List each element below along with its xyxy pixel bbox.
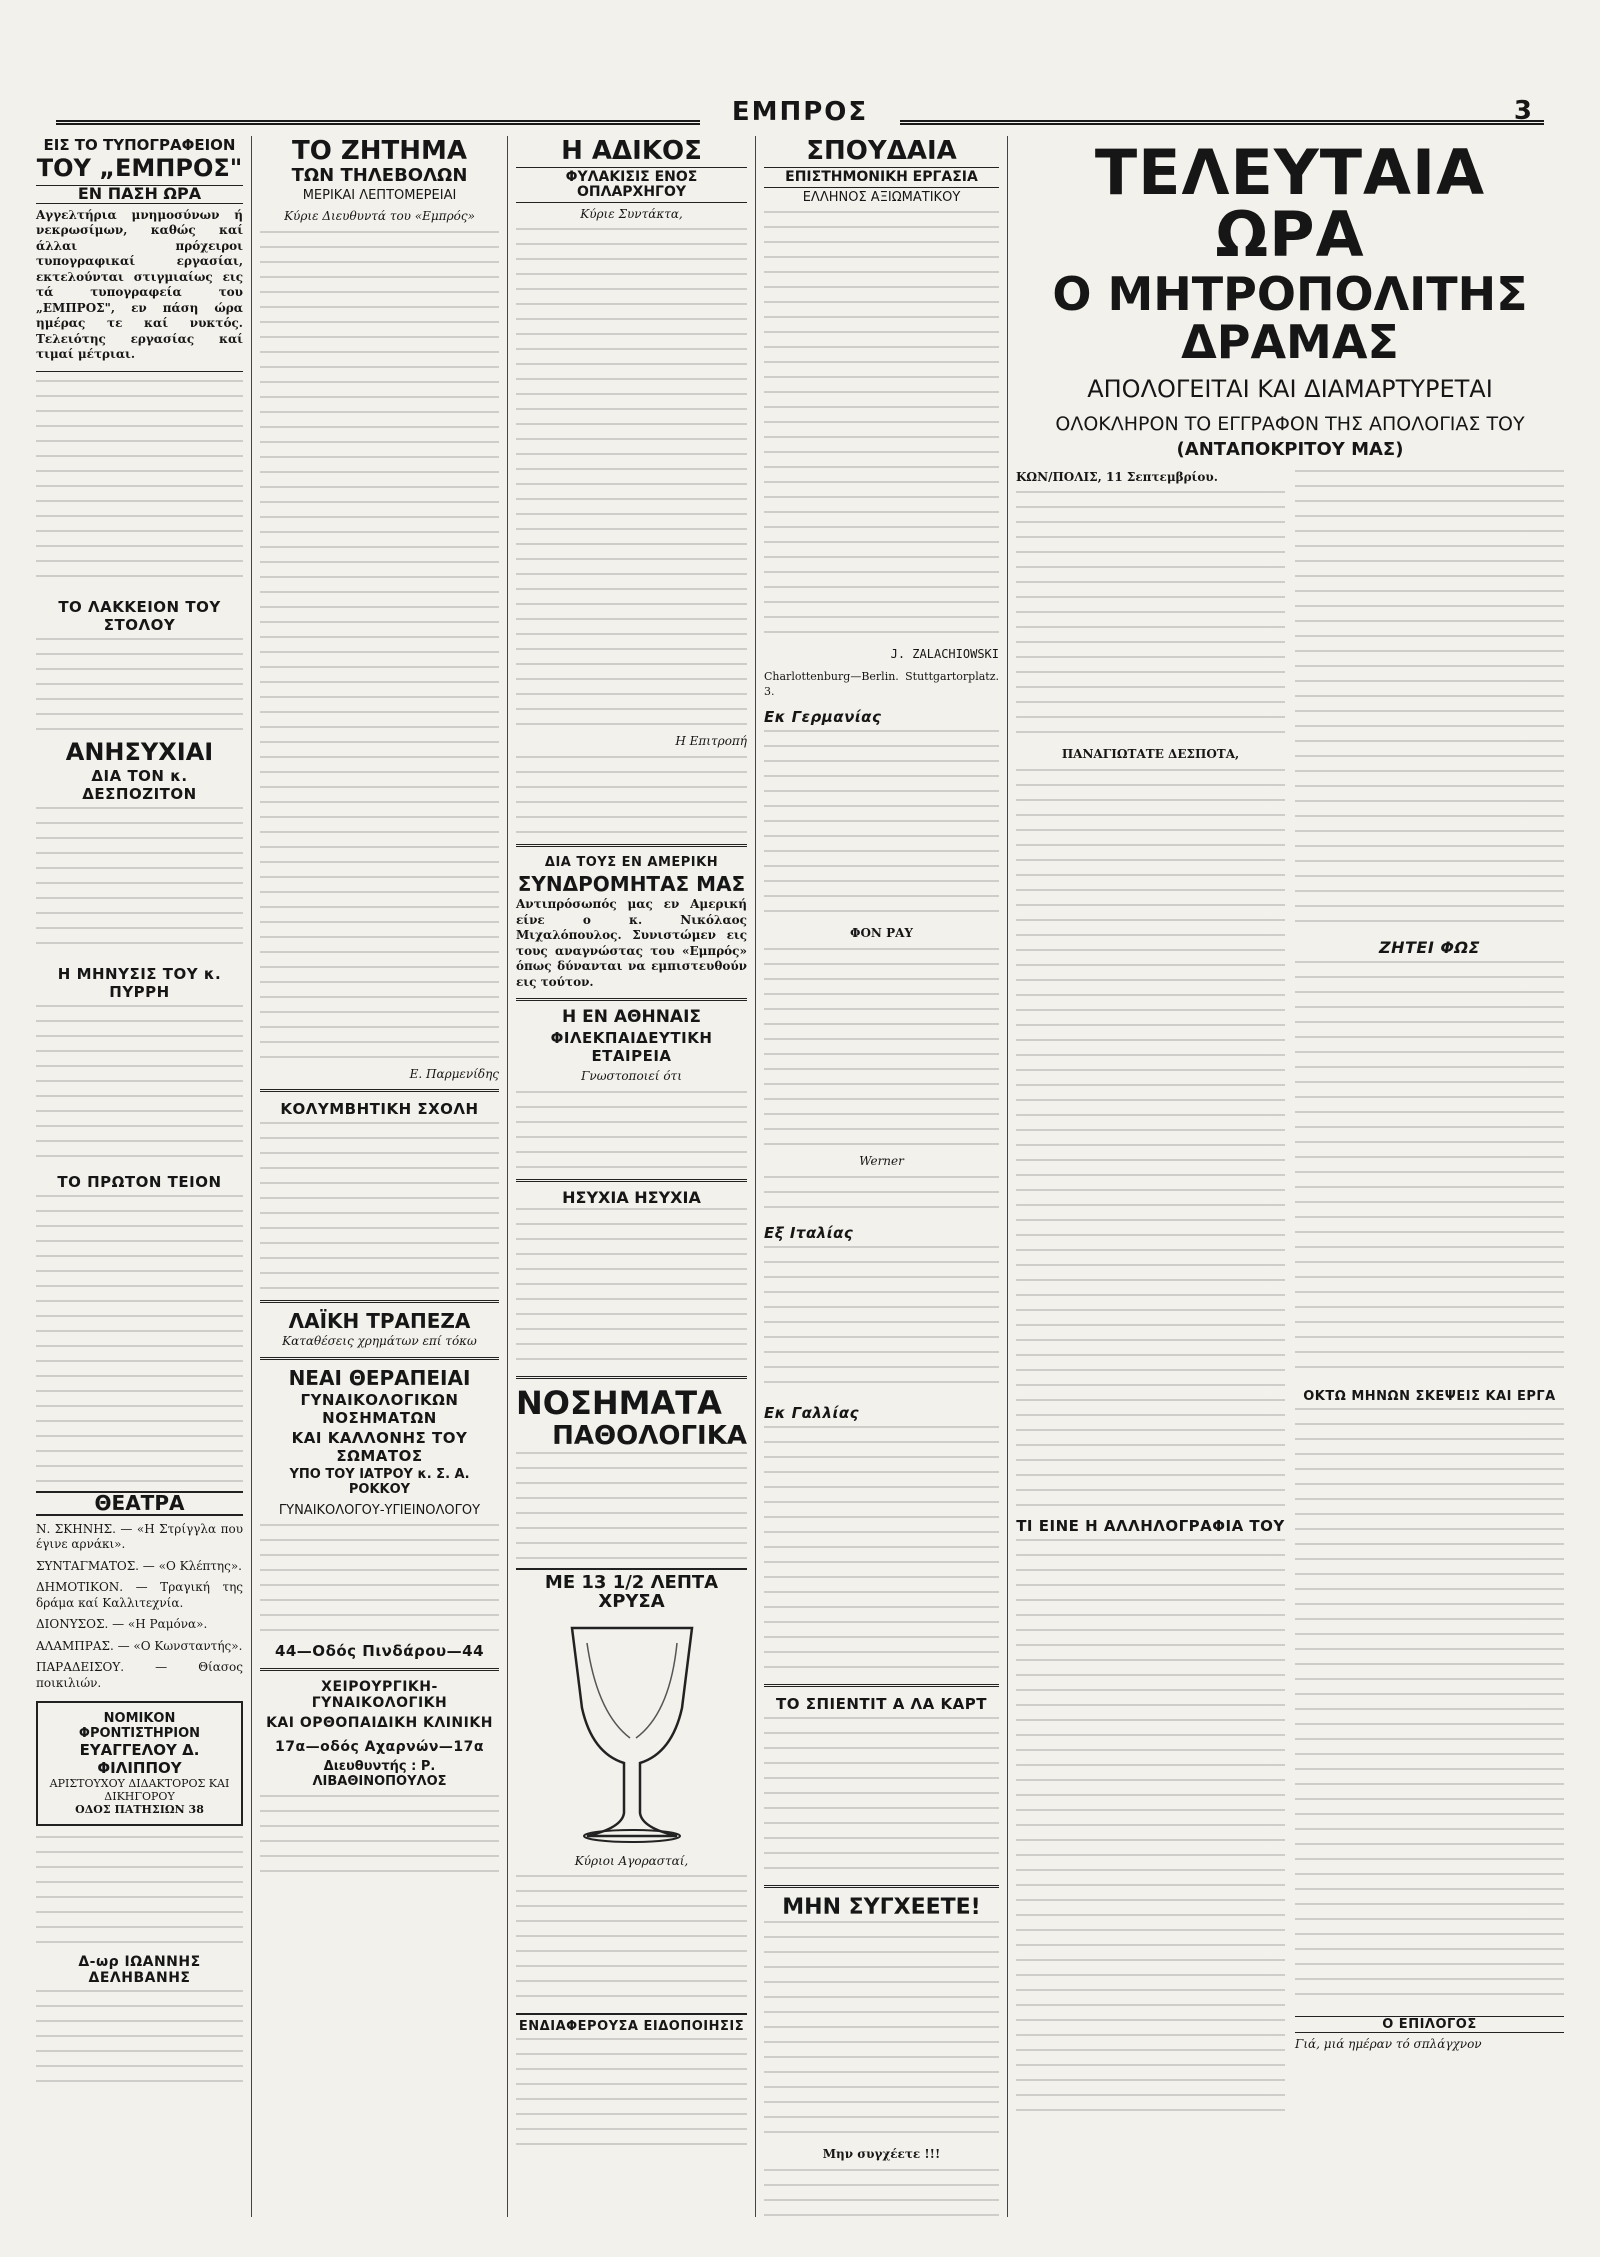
article-text-block <box>516 1091 747 1171</box>
article-text-block <box>36 807 243 957</box>
article-text-block <box>1016 769 1285 1509</box>
wine-glass-icon <box>552 1618 712 1848</box>
ad-text: Αγγελτήρια μνημοσύνων ή νεκρωσίμων, καθώς καί άλλαι πρόχειροι τυπογραφικαί εργασίαι, εκτελούνται στιγμιαίως εις τά τυπογραφεία του „ΕΜΠΡΟΣ", εν πάση ώρα ημέρας τε καί νυκτός. Τελειότης εργασίας καί τιμαί μέτριαι. <box>36 207 243 362</box>
divider <box>516 1179 747 1182</box>
clinic-ad-address: 44—Οδός Πινδάρου—44 <box>274 1642 485 1661</box>
article-headline: ΔΙΑ ΤΟΥΣ ΕΝ ΑΜΕΡΙΚΗ <box>544 855 719 871</box>
lead-article-col-left <box>1016 470 1285 2125</box>
theatre-item: ΔΙΟΝΥΣΟΣ. — «Η Ραμόνα». <box>36 1617 208 1632</box>
article-text-block <box>36 638 243 734</box>
page-number: 3 <box>1513 96 1532 126</box>
ad-head-1: ΕΙΣ ΤΟ ΤΥΠΟΓΡΑΦΕΙΟΝ <box>43 136 236 154</box>
letter-greeting: Κύριε Συντάκτα, <box>580 206 683 221</box>
divider <box>764 1885 999 1888</box>
ad-head-2: ΤΟΥ „ΕΜΠΡΟΣ" <box>36 153 243 182</box>
clinic-headline: ΧΕΙΡΟΥΡΓΙΚΗ-ΓΥΝΑΙΚΟΛΟΓΙΚΗ <box>311 1679 448 1712</box>
letter-greeting: Κύριε Διευθυντά του «Εμπρός» <box>284 209 475 224</box>
article-text-block <box>260 1524 499 1634</box>
article-text-block <box>764 1426 999 1676</box>
article-text-block <box>516 2038 747 2158</box>
section-headline: Εξ Ιταλίας <box>764 1223 854 1242</box>
lead-headline: ΤΕΛΕΥΤΑΙΑ ΩΡΑ <box>1094 136 1486 271</box>
clinic-director: Διευθυντής : Ρ. ΛΙΒΑΘΙΝΟΠΟΥΛΟΣ <box>312 1759 447 1790</box>
article-headline: Η ΜΗΝΥΣΙΣ ΤΟΥ κ. ΠΥΡΡΗ <box>57 964 222 1001</box>
signature: J. ZALACHIOWSKI <box>890 646 999 661</box>
theatre-item: Ν. ΣΚΗΝΗΣ. — «Η Στρίγγλα που έγινε αρνάκι». <box>36 1521 243 1552</box>
masthead-title: ΕΜΠΡΟΣ <box>700 96 900 128</box>
clinic-ad-doctor: ΥΠΟ ΤΟΥ ΙΑΤΡΟΥ κ. Σ. Α. ΡΟΚΚΟΥ <box>289 1467 470 1498</box>
section-headline: Εκ Γερμανίας <box>764 707 882 726</box>
article-text-block <box>1295 1408 1564 2008</box>
article-headline: ΤΟ ΛΑΚΚΕΙΟΝ ΤΟΥ ΣΤΟΛΟΥ <box>58 597 221 634</box>
signature: Werner <box>859 1153 904 1168</box>
masthead <box>28 0 1572 128</box>
article-text-block <box>516 228 747 728</box>
article-headline: Η ΕΝ ΑΘΗΝΑΙΣ <box>561 1007 702 1028</box>
article-text-block <box>36 1005 243 1165</box>
notice-text: Αντιπρόσωπός μας εν Αμερική είνε ο κ. Νικόλαος Μιχαλόπουλος. Συνιστώμεν εις τους αναγνώστας του «Εμπρός» όπως δύνανται να εμπιστευθούν εις τούτον. <box>516 897 747 989</box>
article-headline: ΦΙΛΕΚΠΑΙΔΕΥΤΙΚΗ ΕΤΑΙΡΕΙΑ <box>550 1029 713 1066</box>
lead-article-col-right <box>1295 470 1564 2125</box>
ad-head-3: ΕΝ ΠΑΣΗ ΩΡΑ <box>36 185 243 204</box>
price-headline: ΜΕ 13 1/2 ΛΕΠΤΑ ΧΡΥΣΑ <box>516 1568 747 1612</box>
divider <box>516 1376 747 1379</box>
article-subheadline: Γνωστοποιεί ότι <box>581 1069 682 1084</box>
article-text-block <box>516 1208 747 1368</box>
law-ad-line: ΝΟΜΙΚΟΝ ΦΡΟΝΤΙΣΤΗΡΙΟΝ <box>78 1711 201 1742</box>
article-headline: ΣΥΝΔΡΟΜΗΤΑΣ ΜΑΣ <box>517 872 746 897</box>
article-text-block <box>1295 961 1564 1381</box>
letter-greeting: Κύριοι Αγορασταί, <box>574 1853 689 1868</box>
section-headline: ΖΗΤΕΙ ΦΩΣ <box>1379 937 1480 957</box>
law-ad-box <box>36 1701 243 1826</box>
divider <box>516 844 747 847</box>
doctor-name: Δ-ωρ ΙΩΑΝΝΗΣ ΔΕΛΗΒΑΝΗΣ <box>78 1954 201 1987</box>
law-ad-line: ΑΡΙΣΤΟΥΧΟΥ ΔΙΔΑΚΤΟΡΟΣ ΚΑΙ ΔΙΚΗΓΟΡΟΥ <box>49 1777 230 1804</box>
article-headline: ΗΣΥΧΙΑ ΗΣΥΧΙΑ <box>562 1187 701 1207</box>
theatre-item: ΣΥΝΤΑΓΜΑΤΟΣ. — «Ο Κλέπτης». <box>36 1558 242 1573</box>
bank-ad-text: Καταθέσεις χρημάτων επί τόκω <box>282 1333 477 1348</box>
divider <box>764 1684 999 1687</box>
signature-address: Charlottenburg—Berlin. Stuttgartorplatz. 3. <box>764 669 999 699</box>
columns <box>28 136 1572 2217</box>
article-text-block <box>260 1122 499 1292</box>
article-headline: ΜΗΝ ΣΥΓΧΕΕΤΕ! <box>782 1894 981 1920</box>
article-headline: ΤΟ ΠΡΩΤΟΝ ΤΕΙΟΝ <box>57 1172 222 1191</box>
article-headline: ΕΠΙΣΤΗΜΟΝΙΚΗ ΕΡΓΑΣΙΑ <box>764 167 999 188</box>
column-2 <box>252 136 508 2217</box>
theatre-item: ΠΑΡΑΔΕΙΣΟΥ. — Θίασος ποικιλιών. <box>36 1660 243 1690</box>
section-headline: ΤΙ ΕΙΝΕ Η ΑΛΛΗΛΟΓΡΑΦΙΑ ΤΟΥ <box>1016 1516 1285 1535</box>
article-text-block <box>516 756 747 836</box>
section-headline: Εκ Γαλλίας <box>764 1403 860 1422</box>
article-text-block <box>764 730 999 920</box>
divider <box>260 1300 499 1303</box>
article-headline: ΑΝΗΣΥΧΙΑΙ <box>65 737 214 766</box>
article-text-block <box>764 948 999 1148</box>
article-text-block <box>1016 1539 1285 2119</box>
divider <box>260 1668 499 1671</box>
lead-subheadline: ΟΛΟΚΛΗΡΟΝ ΤΟ ΕΓΓΡΑΦΟΝ ΤΗΣ ΑΠΟΛΟΓΙΑΣ ΤΟΥ <box>1055 412 1525 435</box>
clinic-ad-headline: ΓΥΝΑΙΚΟΛΟΓΙΚΩΝ ΝΟΣΗΜΑΤΩΝ <box>300 1391 459 1428</box>
clinic-ad-headline: ΝΕΑΙ ΘΕΡΑΠΕΙΑΙ <box>288 1366 471 1391</box>
divider <box>260 1357 499 1360</box>
column-4 <box>756 136 1008 2217</box>
article-text-block <box>36 1195 243 1485</box>
article-subheadline: ΔΙΑ ΤΟΝ κ. ΔΕΣΠΟΖΙΤΟΝ <box>82 766 197 803</box>
section-headline: Ο ΕΠΙΛΟΓΟΣ <box>1295 2016 1564 2033</box>
article-subheadline: ΕΛΛΗΝΟΣ ΑΞΙΩΜΑΤΙΚΟΥ <box>802 189 961 205</box>
clinic-ad-title: ΓΥΝΑΙΚΟΛΟΓΟΥ-ΥΓΙΕΙΝΟΛΟΓΟΥ <box>278 1503 481 1519</box>
article-headline: ΤΩΝ ΤΗΛΕΒΟΛΩΝ <box>291 165 468 187</box>
divider <box>36 371 243 372</box>
clinic-headline: ΚΑΙ ΟΡΘΟΠΑΙΔΙΚΗ ΚΛΙΝΙΚΗ <box>266 1715 493 1732</box>
bank-ad-headline: ΛΑΪΚΗ ΤΡΑΠΕΖΑ <box>288 1308 471 1333</box>
article-text-block <box>36 1836 243 1946</box>
notice-text: Μην συγχέετε !!! <box>822 2147 941 2162</box>
article-subheadline: ΜΕΡΙΚΑΙ ΛΕΠΤΟΜΕΡΕΙΑΙ <box>302 188 457 204</box>
dateline: ΚΩΝ/ΠΟΛΙΣ, 11 Σεπτεμβρίου. <box>1016 469 1218 484</box>
article-text-block <box>260 1795 499 1885</box>
article-text-block <box>764 211 999 641</box>
article-text-block <box>764 1921 999 2141</box>
article-headline: ΦΥΛΑΚΙΣΙΣ ΕΝΟΣ ΟΠΛΑΡΧΗΓΟΥ <box>516 167 747 202</box>
theatre-item: ΑΛΑΜΠΡΑΣ. — «Ο Κωνσταντής». <box>36 1638 243 1653</box>
clinic-address: 17α—οδός Αχαρνών—17α <box>275 1739 484 1756</box>
column-3 <box>508 136 756 2217</box>
law-ad-name: ΕΥΑΓΓΕΛΟΥ Δ. ΦΙΛΙΠΠΟΥ <box>79 1741 200 1778</box>
column-5 <box>1008 136 1572 2217</box>
article-headline: Η ΑΔΙΚΟΣ <box>561 136 702 166</box>
article-text-block <box>36 380 243 590</box>
article-text-block <box>36 1990 243 2090</box>
article-headline: ΤΟ ΣΠΙΕΝΤΙΤ Α ΛΑ ΚΑΡΤ <box>776 1694 987 1713</box>
article-text-block <box>764 2169 999 2217</box>
article-text-block <box>764 1246 999 1396</box>
ad-headline: ΝΟΣΗΜΑΤΑ <box>516 1384 722 1423</box>
article-text-block <box>764 1717 999 1877</box>
article-headline: ΚΟΛΥΜΒΗΤΙΚΗ ΣΧΟΛΗ <box>280 1099 479 1118</box>
article-text-block <box>516 1875 747 2005</box>
clinic-ad-headline: ΚΑΙ ΚΑΛΛΟΝΗΣ ΤΟΥ ΣΩΜΑΤΟΣ <box>291 1429 468 1466</box>
letter-greeting: ΠΑΝΑΓΙΩΤΑΤΕ ΔΕΣΠΟΤΑ, <box>1061 747 1240 762</box>
article-text-block <box>516 1452 747 1562</box>
column-1 <box>28 136 252 2217</box>
lead-subheadline: ΑΠΟΛΟΓΕΙΤΑΙ ΚΑΙ ΔΙΑΜΑΡΤΥΡΕΤΑΙ <box>1087 374 1493 403</box>
closing-text: Γιά, μιά ημέραν τό σπλάγχνον <box>1295 2036 1482 2051</box>
section-headline: ΟΚΤΩ ΜΗΝΩΝ ΣΚΕΨΕΙΣ ΚΑΙ ΕΡΓΑ <box>1303 1388 1556 1404</box>
signature: ΦΟΝ ΡΑΥ <box>850 925 913 940</box>
theatres-headline: ΘΕΑΤΡΑ <box>36 1491 243 1516</box>
article-text-block <box>764 1176 999 1216</box>
signature: Ε. Παρμενίδης <box>409 1066 499 1081</box>
law-ad-address: ΟΔΟΣ ΠΑΤΗΣΙΩΝ 38 <box>75 1803 204 1817</box>
signature: Η Επιτροπή <box>675 734 747 749</box>
divider <box>516 998 747 1001</box>
divider <box>260 1089 499 1092</box>
lead-headline: Ο ΜΗΤΡΟΠΟΛΙΤΗΣ ΔΡΑΜΑΣ <box>1052 267 1528 370</box>
article-text-block <box>1295 470 1564 930</box>
article-text-block <box>260 231 499 1061</box>
notice-headline: ΕΝΔΙΑΦΕΡΟΥΣΑ ΕΙΔΟΠΟΙΗΣΙΣ <box>516 2013 747 2034</box>
article-headline: ΤΟ ΖΗΤΗΜΑ <box>292 136 467 166</box>
ad-headline: ΠΑΘΟΛΟΓΙΚΑ <box>552 1420 747 1451</box>
lead-article-body <box>1016 470 1564 2125</box>
article-text-block <box>1016 491 1285 741</box>
theatre-item: ΔΗΜΟΤΙΚΟΝ. — Τραγική της δράμα καί Καλλιτεχνία. <box>36 1580 243 1610</box>
article-headline: ΣΠΟΥΔΑΙΑ <box>806 136 957 166</box>
lead-byline: (ΑΝΤΑΠΟΚΡΙΤΟΥ ΜΑΣ) <box>1176 438 1404 460</box>
